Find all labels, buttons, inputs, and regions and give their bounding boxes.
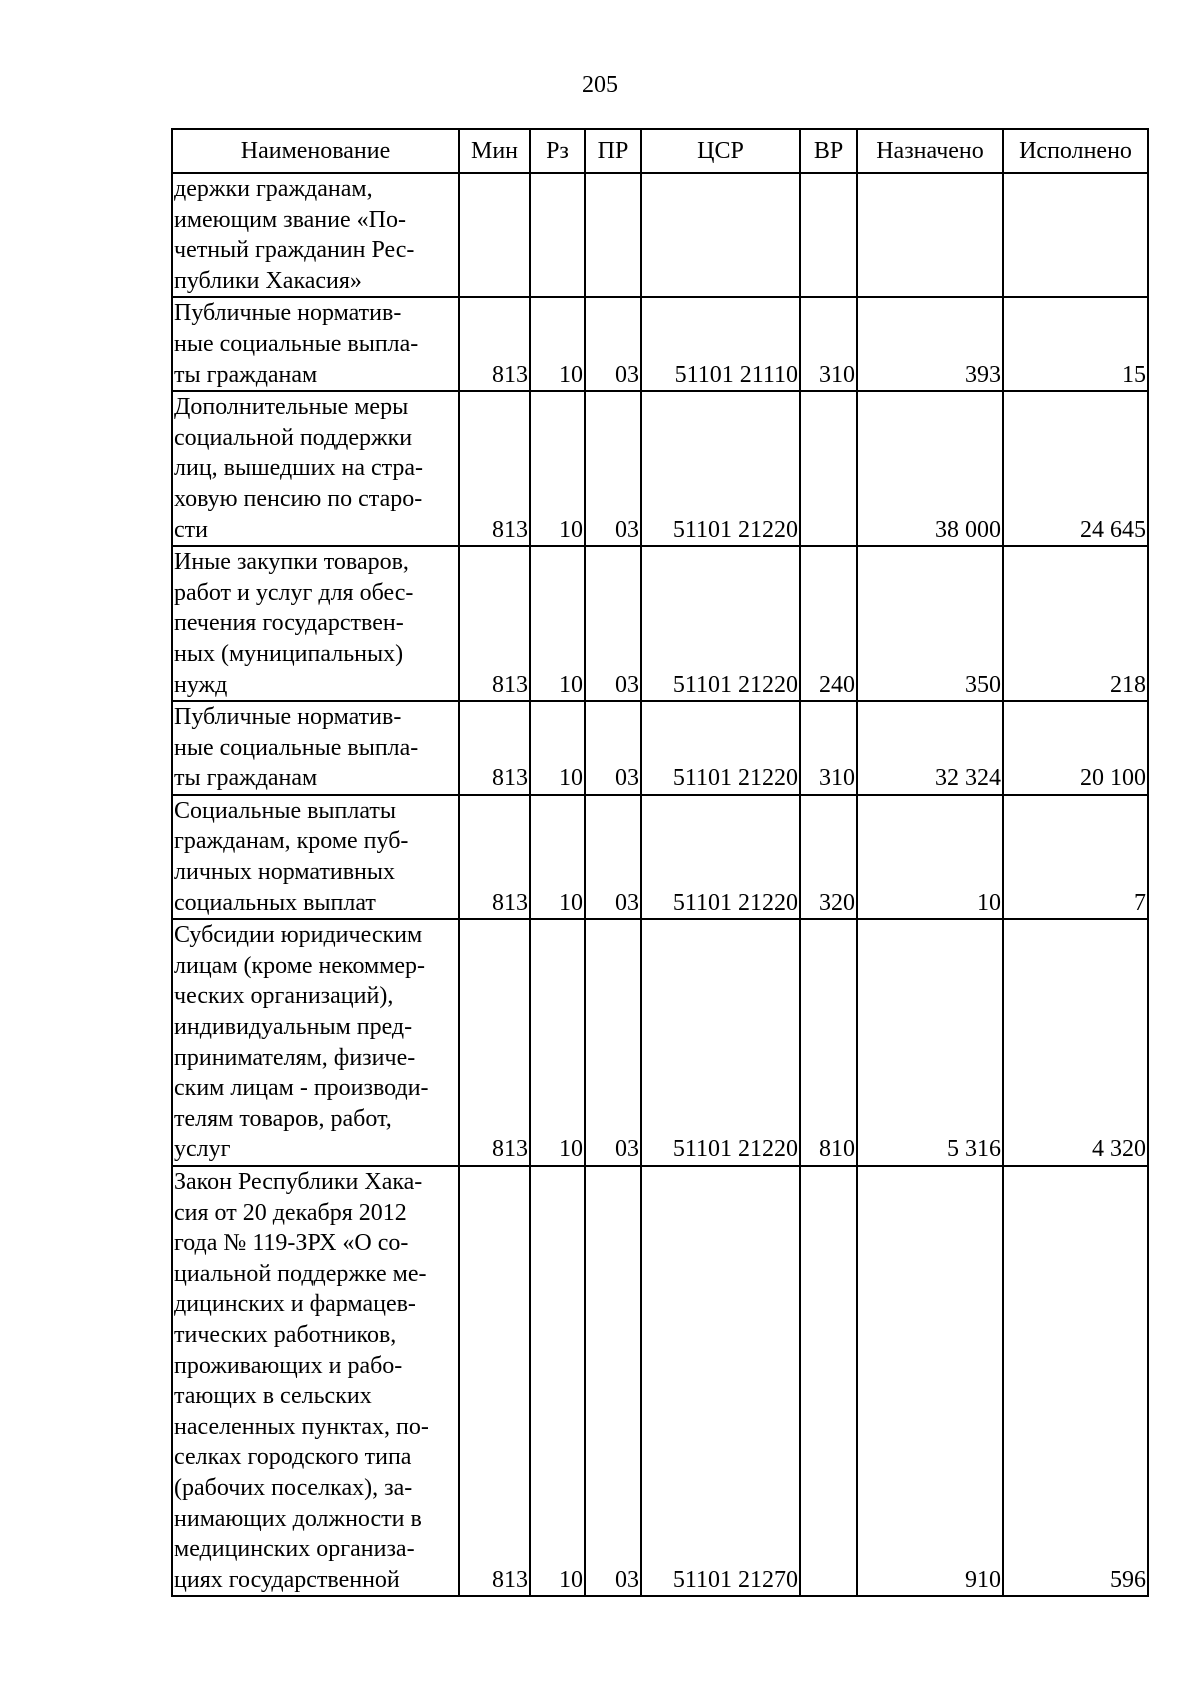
cell-assigned xyxy=(857,173,1003,297)
cell-rz: 10 xyxy=(530,546,585,701)
cell-name: Социальные выплаты гражданам, кроме пуб- личных нормативных социальных выплат xyxy=(172,795,459,919)
cell-min: 813 xyxy=(459,919,530,1166)
cell-name: держки гражданам, имеющим звание «По- четный гражданин Рес- публики Хакасия» xyxy=(172,173,459,297)
cell-executed: 15 xyxy=(1003,297,1148,391)
table-row xyxy=(172,919,1148,1166)
cell-assigned: 350 xyxy=(857,546,1003,701)
table-header-row xyxy=(172,129,1148,173)
cell-min: 813 xyxy=(459,701,530,795)
cell-vr xyxy=(800,173,857,297)
cell-csr: 51101 21220 xyxy=(641,919,800,1166)
cell-vr: 310 xyxy=(800,701,857,795)
cell-assigned: 393 xyxy=(857,297,1003,391)
cell-vr xyxy=(800,1166,857,1596)
cell-pr: 03 xyxy=(585,1166,641,1596)
cell-csr: 51101 21220 xyxy=(641,795,800,919)
cell-assigned: 5 316 xyxy=(857,919,1003,1166)
cell-vr: 320 xyxy=(800,795,857,919)
cell-pr: 03 xyxy=(585,391,641,546)
header-vr: ВР xyxy=(800,129,857,173)
cell-rz: 10 xyxy=(530,297,585,391)
page-number: 205 xyxy=(582,72,618,98)
cell-name: Иные закупки товаров, работ и услуг для обес- печения государствен- ных (муниципальных) нужд xyxy=(172,546,459,701)
table-row xyxy=(172,795,1148,919)
cell-pr: 03 xyxy=(585,297,641,391)
cell-executed: 596 xyxy=(1003,1166,1148,1596)
cell-executed xyxy=(1003,173,1148,297)
cell-pr xyxy=(585,173,641,297)
header-pr: ПР xyxy=(585,129,641,173)
cell-min: 813 xyxy=(459,1166,530,1596)
cell-name: Публичные норматив- ные социальные выпла- ты гражданам xyxy=(172,701,459,795)
cell-name: Закон Республики Хака- сия от 20 декабря 2012 года № 119-ЗРХ «О со- циальной поддержке ме- дицинских и фармацев- тических работников, проживающих и рабо- тающих в сельских населенных пунктах, по- селках городского типа (рабочих поселках), за- нимающих должности в медицинских организа- циях государственной xyxy=(172,1166,459,1596)
cell-assigned: 32 324 xyxy=(857,701,1003,795)
header-assigned: Назначено xyxy=(857,129,1003,173)
header-rz: Рз xyxy=(530,129,585,173)
table-row xyxy=(172,391,1148,546)
header-name: Наименование xyxy=(172,129,459,173)
table-row xyxy=(172,1166,1148,1596)
table-row xyxy=(172,173,1148,297)
cell-pr: 03 xyxy=(585,701,641,795)
budget-table xyxy=(171,128,1149,1597)
cell-executed: 7 xyxy=(1003,795,1148,919)
cell-pr: 03 xyxy=(585,919,641,1166)
cell-vr xyxy=(800,391,857,546)
cell-csr: 51101 21270 xyxy=(641,1166,800,1596)
cell-name: Дополнительные меры социальной поддержки лиц, вышедших на стра- ховую пенсию по старо- сти xyxy=(172,391,459,546)
cell-csr xyxy=(641,173,800,297)
cell-csr: 51101 21220 xyxy=(641,546,800,701)
cell-name: Публичные норматив- ные социальные выпла- ты гражданам xyxy=(172,297,459,391)
table-row xyxy=(172,546,1148,701)
cell-csr: 51101 21110 xyxy=(641,297,800,391)
cell-csr: 51101 21220 xyxy=(641,701,800,795)
cell-rz: 10 xyxy=(530,795,585,919)
cell-csr: 51101 21220 xyxy=(641,391,800,546)
header-csr: ЦСР xyxy=(641,129,800,173)
cell-min: 813 xyxy=(459,795,530,919)
cell-min: 813 xyxy=(459,297,530,391)
cell-assigned: 38 000 xyxy=(857,391,1003,546)
cell-min: 813 xyxy=(459,546,530,701)
cell-executed: 218 xyxy=(1003,546,1148,701)
cell-pr: 03 xyxy=(585,795,641,919)
cell-vr: 310 xyxy=(800,297,857,391)
cell-vr: 810 xyxy=(800,919,857,1166)
cell-min xyxy=(459,173,530,297)
cell-executed: 24 645 xyxy=(1003,391,1148,546)
table-row xyxy=(172,297,1148,391)
cell-pr: 03 xyxy=(585,546,641,701)
cell-assigned: 910 xyxy=(857,1166,1003,1596)
header-min: Мин xyxy=(459,129,530,173)
header-executed: Исполнено xyxy=(1003,129,1148,173)
cell-rz: 10 xyxy=(530,1166,585,1596)
cell-assigned: 10 xyxy=(857,795,1003,919)
cell-name: Субсидии юридическим лицам (кроме некоммер- ческих организаций), индивидуальным пред- принимателям, физиче- ским лицам - производи- телям товаров, работ, услуг xyxy=(172,919,459,1166)
cell-min: 813 xyxy=(459,391,530,546)
cell-executed: 20 100 xyxy=(1003,701,1148,795)
cell-rz: 10 xyxy=(530,701,585,795)
cell-rz xyxy=(530,173,585,297)
cell-vr: 240 xyxy=(800,546,857,701)
table-row xyxy=(172,701,1148,795)
cell-rz: 10 xyxy=(530,391,585,546)
cell-rz: 10 xyxy=(530,919,585,1166)
cell-executed: 4 320 xyxy=(1003,919,1148,1166)
